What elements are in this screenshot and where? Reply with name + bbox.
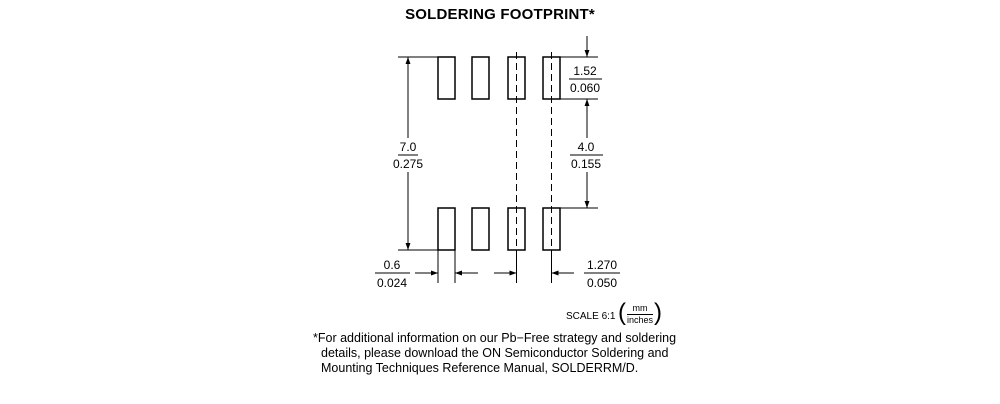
units-mm: mm [627, 303, 653, 315]
pad-bottom-1 [438, 208, 455, 250]
units-legend [618, 299, 663, 327]
overall-length-inches: 0.275 [392, 157, 424, 171]
pad-length-mm: 1.52 [573, 64, 597, 78]
overall-length-mm: 7.0 [399, 140, 417, 154]
pad-top-2 [472, 57, 489, 99]
units-fraction [627, 303, 653, 326]
pad-gap-mm: 4.0 [577, 140, 595, 154]
pad-width-mm: 0.6 [383, 258, 401, 272]
units-paren-open: ( [618, 299, 626, 326]
diagram-title: SOLDERING FOOTPRINT* [405, 6, 595, 23]
pad-bottom-2 [472, 208, 489, 250]
pad-pitch-inches: 0.050 [586, 276, 618, 290]
pad-pitch-mm: 1.270 [586, 258, 618, 272]
units-paren-close: ) [654, 299, 663, 326]
footnote-line-2: details, please download the ON Semiconductor Soldering and [321, 346, 669, 360]
pad-centerlines [517, 52, 552, 255]
pad-width-inches: 0.024 [376, 276, 408, 290]
footnote [313, 331, 676, 376]
pad-top-1 [438, 57, 455, 99]
units-inches: inches [627, 315, 654, 325]
pad-gap-inches: 0.155 [570, 157, 602, 171]
scale-label: SCALE 6:1 [566, 311, 616, 322]
footnote-line-3: Mounting Techniques Reference Manual, SOLDERRM/D. [321, 361, 639, 375]
pad-length-inches: 0.060 [569, 81, 601, 95]
footnote-line-1: *For additional information on our Pb−Free strategy and soldering [313, 331, 677, 345]
